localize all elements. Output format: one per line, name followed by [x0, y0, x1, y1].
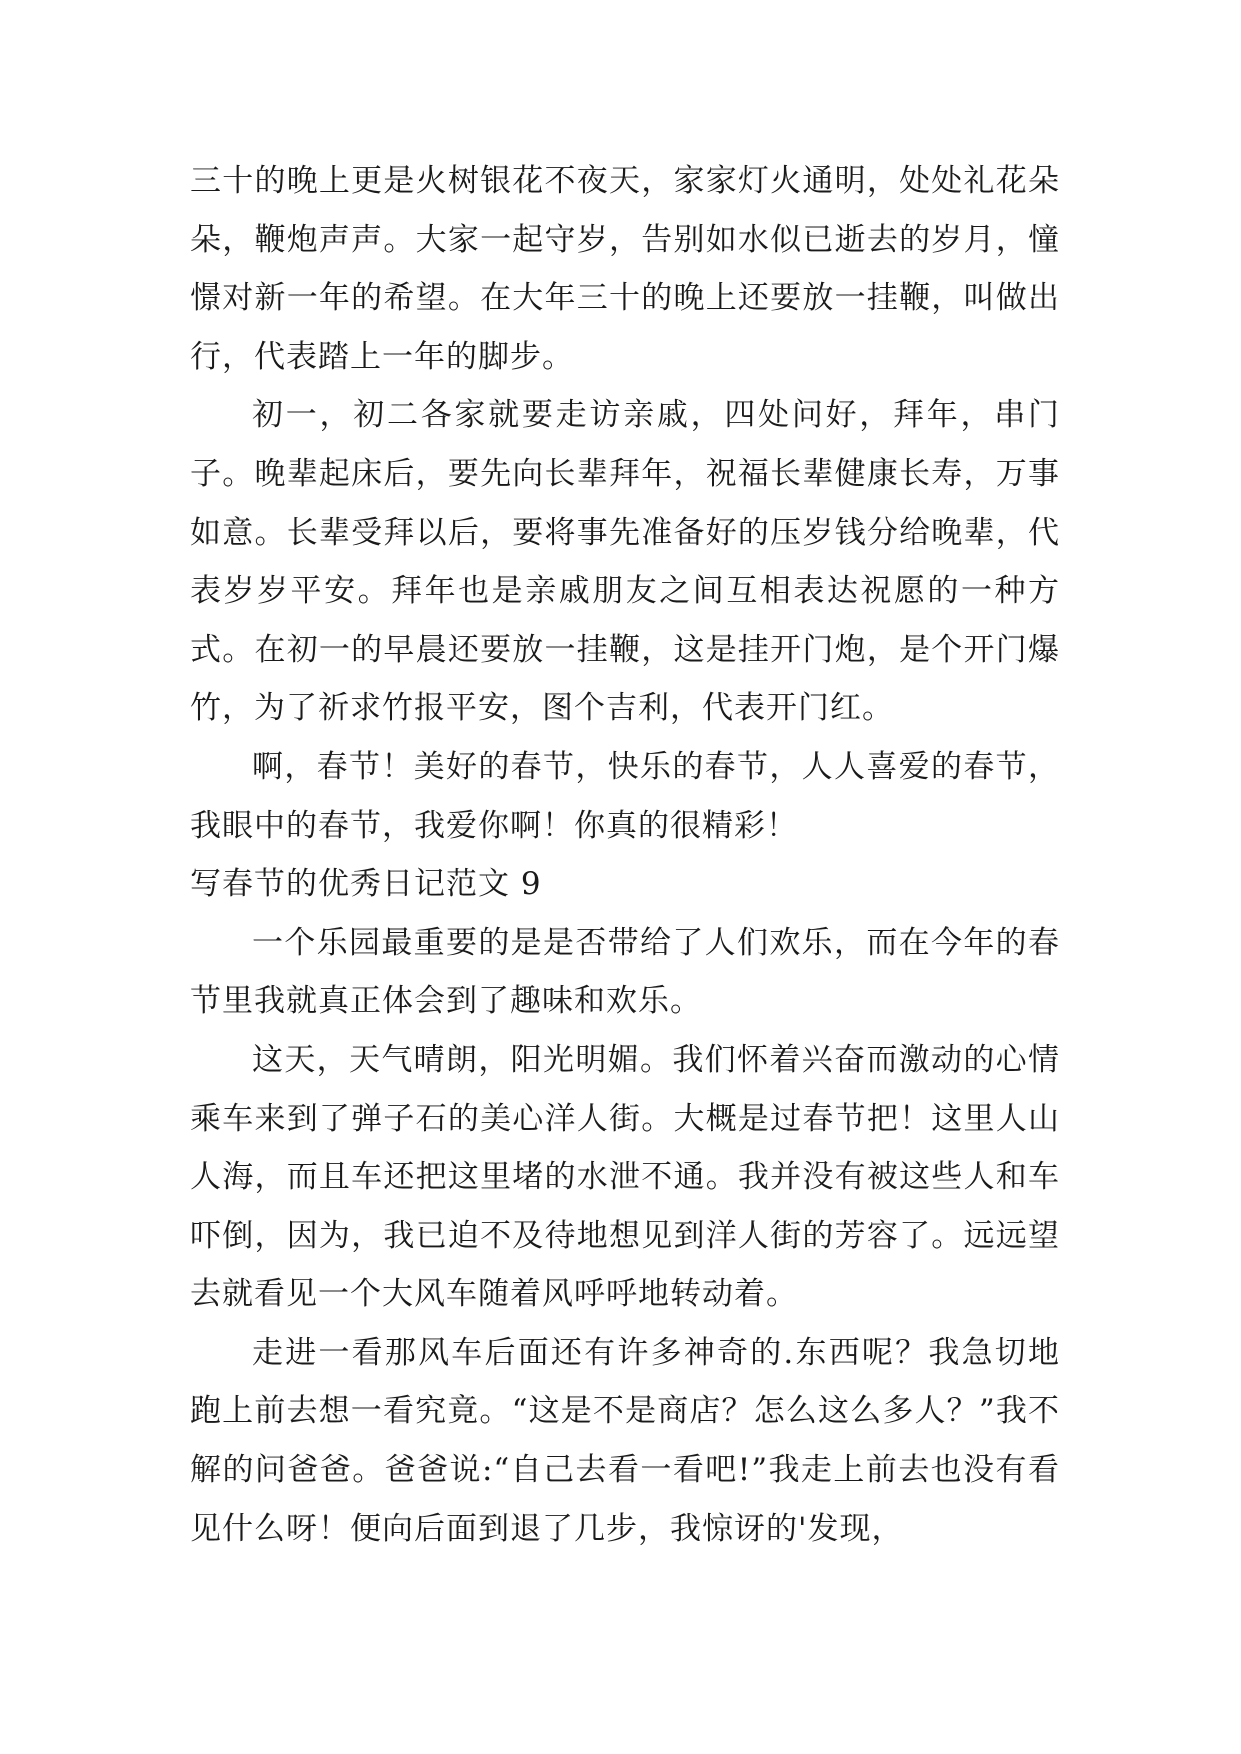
paragraph-yangren-street: 这天，天气晴朗，阳光明媚。我们怀着兴奋而激动的心情乘车来到了弹子石的美心洋人街。大概是过春节把！这里人山人海，而且车还把这里堵的水泄不通。我并没有被这些人和车吓倒，因为，我已迫不及待地想见到洋人街的芳容了。远远望去就看见一个大风车随着风呼呼地转动着。: [190, 1041, 1060, 1313]
paragraph-windmill: 走进一看那风车后面还有许多神奇的.东西呢？我急切地跑上前去想一看究竟。“这是不是商店？怎么这么多人？”我不解的问爸爸。爸爸说:“自己去看一看吧!”我走上前去也没有看见什么呀！便向后面到退了几步，我惊讶的'发现，: [190, 1334, 1060, 1547]
document-page: [190, 152, 1060, 1558]
paragraph-first-day-visits: 初一，初二各家就要走访亲戚，四处问好，拜年，串门子。晚辈起床后，要先向长辈拜年，祝福长辈健康长寿，万事如意。长辈受拜以后，要将事先准备好的压岁钱分给晚辈，代表岁岁平安。拜年也是亲戚朋友之间互相表达祝愿的一种方式。在初一的早晨还要放一挂鞭，这是挂开门炮，是个开门爆竹，为了祈求竹报平安，图个吉利，代表开门红。: [190, 397, 1060, 727]
paragraph-amusement-park: 一个乐园最重要的是是否带给了人们欢乐，而在今年的春节里我就真正体会到了趣味和欢乐。: [190, 924, 1060, 1020]
paragraph-spring-festival-praise: 啊，春节！美好的春节，快乐的春节，人人喜爱的春节，我眼中的春节，我爱你啊！你真的很精彩！: [190, 748, 1060, 844]
section-title: 写春节的优秀日记范文 9: [190, 866, 542, 903]
paragraph-new-year-eve: 三十的晚上更是火树银花不夜天，家家灯火通明，处处礼花朵朵，鞭炮声声。大家一起守岁，告别如水似已逝去的岁月，憧憬对新一年的希望。在大年三十的晚上还要放一挂鞭，叫做出行，代表踏上一年的脚步。: [190, 163, 1060, 375]
